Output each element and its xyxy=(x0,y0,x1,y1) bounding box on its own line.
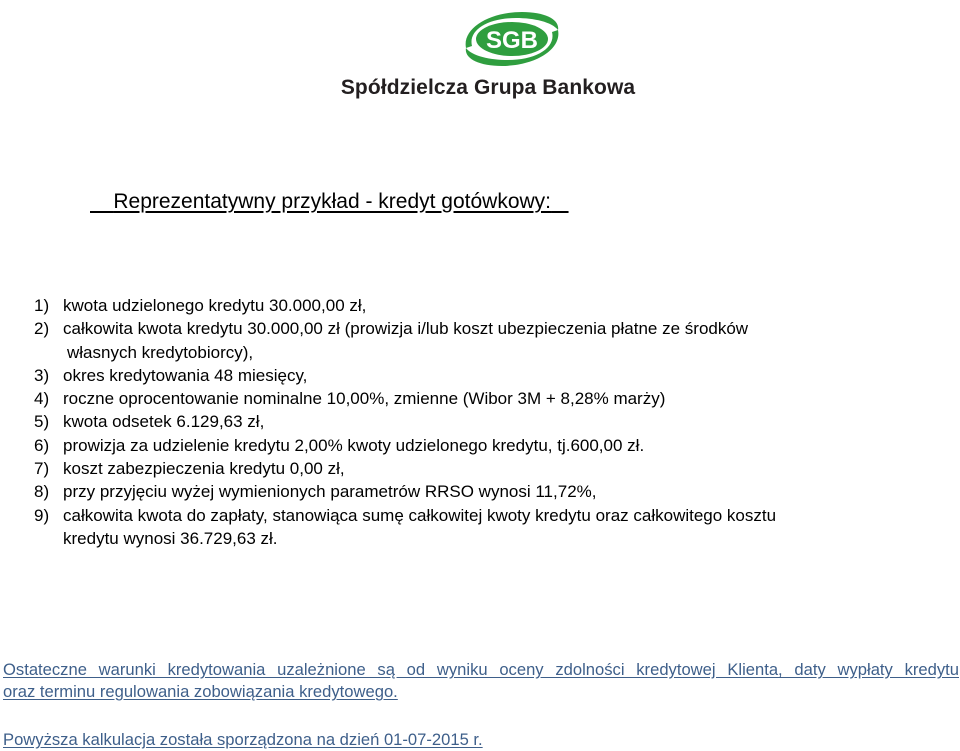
list-item: 7) koszt zabezpieczenia kredytu 0,00 zł, xyxy=(34,459,345,479)
list-item: 9) całkowita kwota do zapłaty, stanowiąca sumę całkowitej kwoty kredytu oraz całkowitego kosztu kredytu wynosi 36.729,63 zł. xyxy=(34,504,776,551)
calculation-date-note: Powyższa kalkulacja została sporządzona na dzień 01-07-2015 r. xyxy=(3,730,483,749)
page-title: Reprezentatywny przykład - kredyt gotówkowy: xyxy=(113,190,552,213)
list-item-continuation: kredytu wynosi 36.729,63 zł. xyxy=(63,528,278,548)
sgb-logo-text: SGB xyxy=(485,27,539,54)
list-item: 2) całkowita kwota kredytu 30.000,00 zł (prowizja i/lub koszt ubezpieczenia płatne ze środków własnych kredytobiorcy), xyxy=(34,317,776,364)
list-item-continuation: własnych kredytobiorcy), xyxy=(67,342,254,362)
list-item: 3) okres kredytowania 48 miesięcy, xyxy=(34,365,308,385)
list-item: 1) kwota udzielonego kredytu 30.000,00 zł, xyxy=(34,296,367,315)
sgb-logo xyxy=(460,8,564,70)
loan-parameters-list xyxy=(34,294,776,550)
brand-name: Spółdzielcza Grupa Bankowa xyxy=(340,76,636,99)
list-item: 6) prowizja za udzielenie kredytu 2,00% kwoty udzielonego kredytu, tj.600,00 zł. xyxy=(34,435,645,455)
list-item: 8) przy przyjęciu wyżej wymienionych parametrów RRSO wynosi 11,72%, xyxy=(34,482,597,502)
list-item: 5) kwota odsetek 6.129,63 zł, xyxy=(34,412,265,432)
list-item: 4) roczne oprocentowanie nominalne 10,00%, zmienne (Wibor 3M + 8,28% marży) xyxy=(34,389,666,409)
terms-disclaimer: Ostateczne warunki kredytowania uzależnione są od wyniku oceny zdolności kredytowej Klienta, daty wypłaty kredytu oraz terminu regulowania zobowiązania kredytowego. xyxy=(3,660,959,701)
